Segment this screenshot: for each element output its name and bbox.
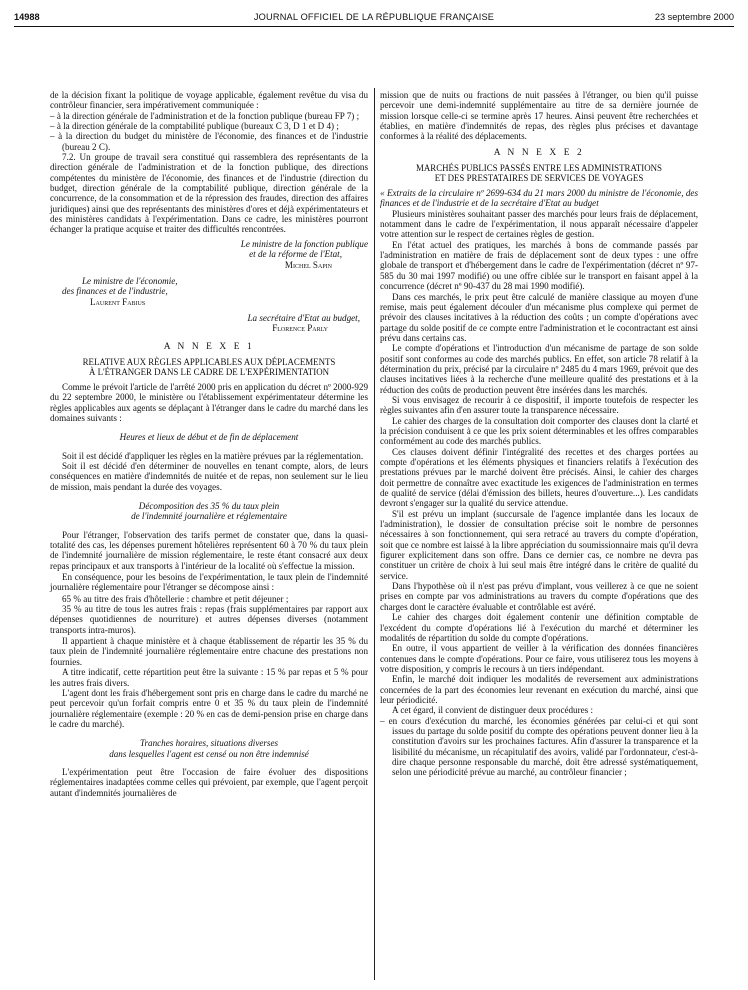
journal-title: JOURNAL OFFICIEL DE LA RÉPUBLIQUE FRANÇAISE [253, 12, 495, 22]
paragraph: En outre, il vous appartient de veiller à la vérification des données financières contenues dans le compte d'opérations. Pour ce faire, vous utiliserez tous les moyens à votre disposition, y compris le recours à un tiers indépendant. [380, 643, 698, 674]
paragraph: Le compte d'opérations et l'introduction d'un mécanisme de partage de son solde positif sont conformes au code des marchés publics. En effet, son article 78 relatif à la détermination du prix, précisé par la circulaire nº 2485 du 4 mars 1969, prévoit que des clauses incitatives liées à la recherche d'une meilleure qualité des prestations et à la réduction des coûts de production peuvent être insérées dans les marchés. [380, 343, 698, 395]
paragraph: S'il est prévu un implant (succursale de l'agence implantée dans les locaux de l'administration), le dossier de consultation précise soit le nombre de personnes nécessaires à son fonctionnement, qui sera retracé au travers du compte d'opération, soit que ce nombre est laissé à la libre appréciation du soumissionnaire mais qu'il devra figurer explicitement dans son offre. Dans ce dernier cas, ce nombre ne devra pas constituer un critère de choix à lui seul mais être intégré dans le critère de qualité du service. [380, 508, 698, 581]
subheading: Tranches horaires, situations diverses dans lesquelles l'agent est censé ou non être indemnisé [109, 738, 309, 759]
paragraph: En conséquence, pour les besoins de l'expérimentation, le taux plein de l'indemnité journalière réglementaire pour l'étranger se décompose ainsi : [50, 572, 368, 593]
subheading: Décomposition des 35 % du taux plein de l'indemnité journalière et réglementaire [131, 501, 287, 522]
list-item: – en cours d'exécution du marché, les économies générées par celui-ci et qui sont issues du partage du solde positif du compte des opérations peuvent donner lieu à la constitution d'avoirs sur les prochaines factures. Afin d'assurer la transparence et la lisibilité du mécanisme, un récapitulatif des avoirs, validé par l'ordonnateur, c'est-à-dire chaque personne responsable du marché, doit être adressé systématiquement, selon une périodicité prévue au marché, au contrôleur financier ; [380, 715, 698, 778]
page-header [14, 12, 734, 26]
paragraph: Si vous envisagez de recourir à ce dispositif, il importe toutefois de respecter les règles suivantes afin d'en assurer toute la transparence nécessaire. [380, 394, 698, 416]
paragraph: L'expérimentation peut être l'occasion de faire évoluer des dispositions réglementaires inadaptées comme celles qui prévoient, par exemple, que l'agent perçoit autant d'indemnités journalières de [50, 766, 368, 798]
paragraph: L'agent dont les frais d'hébergement sont pris en charge dans le cadre du marché ne peut percevoir qu'un forfait compris entre 0 et 35 % du taux plein de l'indemnité journalière réglementaire (exemple : 20 % en cas de demi-pension prise en charge dans le cadre du marché). [50, 687, 368, 729]
annexe-2-heading: A N N E X E 2 [493, 147, 585, 158]
annexe-1-heading: A N N E X E 1 [163, 341, 255, 352]
right-column [380, 90, 698, 778]
list-item: – à la direction du budget du ministère de l'économie, des finances et de l'industrie (bureau 2 C). [50, 131, 368, 152]
left-column [50, 90, 368, 798]
annexe-2-title: MARCHÉS PUBLICS PASSÉS ENTRE LES ADMINISTRATIONS ET DES PRESTATAIRES DE SERVICES DE VOYAGES [416, 163, 662, 184]
signature-title: Le ministre de la fonction publique [240, 238, 368, 249]
paragraph: Comme le prévoit l'article de l'arrêté 2000 pris en application du décret nº 2000-929 du 22 septembre 2000, le ministère ou l'établissement expérimentateur détermine les règles applicables aux agents se déplaçant à l'étranger dans le cadre du marché dans les domaines suivants : [50, 381, 368, 423]
paragraph: Pour l'étranger, l'observation des tarifs permet de constater que, dans la quasi-totalité des cas, les dépenses purement hôtelières représentent 60 à 70 % du taux plein de l'indemnité journalière de mission réglementaire, le reste étant consacré aux deux repas principaux et aux transports à l'intérieur de la localité où s'effectue la mission. [50, 529, 368, 571]
paragraph: de la décision fixant la politique de voyage applicable, également revêtue du visa du contrôleur financier, sera impérativement communiquée : [50, 90, 368, 111]
list-item: – à la direction générale de l'administration et de la fonction publique (bureau FP 7) ; [50, 110, 360, 121]
signature-title: La secrétaire d'Etat au budget, [247, 312, 360, 323]
paragraph: A cet égard, il convient de distinguer deux procédures : [392, 705, 594, 716]
signature-title: Le ministre de l'économie, [82, 275, 178, 286]
publication-date: 23 septembre 2000 [654, 12, 734, 22]
paragraph: mission que de nuits ou fractions de nuit passées à l'étranger, ou bien qu'il puisse percevoir une demi-indemnité supplémentaire au titre de sa dernière journée de mission lorsque celle-ci se termine après 17 heures. Ainsi peuvent être recherchées et établies, en matière d'indemnités de repas, des règles plus précises et davantage conformes à la réalité des déplacements. [380, 90, 698, 142]
annexe-1-title: RELATIVE AUX RÈGLES APPLICABLES AUX DÉPLACEMENTS À L'ÉTRANGER DANS LE CADRE DE L'EXPÉRIMENTATION [82, 356, 336, 377]
signatory-name: Michel Sapin [284, 259, 332, 270]
page-number: 14988 [14, 12, 40, 22]
paragraph: Enfin, le marché doit indiquer les modalités de reversement aux administrations concernées de la part des économies leur revenant en exécution du marché, ainsi que leur périodicité. [380, 674, 698, 705]
column-divider [374, 88, 375, 980]
signature-title: et de la réforme de l'Etat, [249, 249, 342, 260]
paragraph: Dans l'hypothèse où il n'est pas prévu d'implant, vous veillerez à ce que ne soient prises en compte par vos administrations au travers du compte d'opérations que des charges dont le caractère évaluable et contrôlable est avéré. [380, 581, 698, 612]
paragraph: Le cahier des charges de la consultation doit comporter des clauses dont la clarté et la précision conduisent à ce que les prix soient déterminables et les offres comparables conformément au code des marchés publics. [380, 415, 698, 447]
paragraph: A titre indicatif, cette répartition peut être la suivante : 15 % par repas et 5 % pour les autres frais divers. [50, 667, 368, 688]
signatory-name: Florence Parly [272, 323, 328, 334]
header-rule [14, 26, 734, 27]
paragraph: En l'état actuel des pratiques, les marchés à bons de commande passés par l'administration en matière de frais de déplacement sont de deux types : une offre globale de transport et d'hébergement dans le cadre de l'expérimentation (décret nº 97-585 du 30 mai 1997 modifié) ou une offre ciblée sur le transport en faisant appel à la concurrence (décret nº 90-437 du 28 mai 1990 modifié). [380, 239, 698, 292]
subheading: Heures et lieux de début et de fin de déplacement [119, 432, 299, 443]
paragraph: Ces clauses doivent définir l'intégralité des recettes et des charges portées au compte d'opérations et les éléments physiques et financiers relatifs à l'exécution des prestations prévues par le marché doivent être précisés. Ainsi, le cahier des charges doit permettre de connaître avec exactitude les exigences de l'administration en termes de qualité de service (délai d'émission des billets, heures d'ouverture...). Les candidats devront s'engager sur la qualité du service attendue. [380, 446, 698, 509]
paragraph: Soit il est décidé d'appliquer les règles en la matière prévues par la réglementation. [62, 450, 364, 461]
signatory-name: Laurent Fabius [90, 296, 146, 307]
paragraph: 65 % au titre des frais d'hôtellerie : chambre et petit déjeuner ; [62, 593, 289, 604]
paragraph: 7.2. Un groupe de travail sera constitué qui rassemblera des représentants de la direction générale de l'administration et de la fonction publique, des directions compétentes du ministère de l'économie, des finances et de l'industrie (direction du budget, direction générale de la comptabilité publique, direction générale de la concurrence, de la consommation et de la répression des fraudes, direction des affaires juridiques) ainsi que des représentants des ministères d'ores et déjà expérimentateurs et des ministères candidats à l'expérimentation. Dans ce cadre, les ministères pourront échanger la pratique acquise et traiter des difficultés rencontrées. [50, 152, 368, 235]
paragraph: Dans ces marchés, le prix peut être calculé de manière classique au moyen d'une remise, mais peut également découler d'un mécanisme plus complexe qui permet de prévoir des clauses incitatives à la réduction des coûts ; un compte d'opérations avec partage du solde positif de ce compte entre l'administration et le cocontractant est ainsi prévu dans certains cas. [380, 291, 698, 343]
paragraph: Soit il est décidé d'en déterminer de nouvelles en tenant compte, alors, de leurs conséquences en matière d'indemnités de nuitée et de repas, non seulement sur le lieu de mission, mais pendant la durée des voyages. [50, 460, 368, 492]
paragraph: Il appartient à chaque ministère et à chaque établissement de répartir les 35 % du taux plein de l'indemnité journalière réglementaire entre chacune des prestations non fournies. [50, 636, 368, 667]
list-item: – à la direction générale de la comptabilité publique (bureaux C 3, D 1 et D 4) ; [50, 121, 339, 132]
circular-extract-heading: « Extraits de la circulaire nº 2699-634 du 21 mars 2000 du ministre de l'économie, des finances et de l'industrie et de la secrétaire d'Etat au budget [380, 188, 698, 209]
paragraph: 35 % au titre de tous les autres frais : repas (frais supplémentaires par rapport aux dépenses quotidiennes de nourriture) et autres dépenses diverses (notamment transports intra-muros). [50, 604, 368, 635]
paragraph: Le cahier des charges doit également contenir une définition comptable de l'excédent du compte d'opérations lié à l'exécution du marché et déterminer les modalités de répartition du solde du compte d'opérations. [380, 612, 698, 643]
signature-title: des finances et de l'industrie, [62, 286, 168, 297]
paragraph: Plusieurs ministères souhaitant passer des marchés pour leurs frais de déplacement, notamment dans le cadre de l'expérimentation, il nous apparaît nécessaire d'appeler votre attention sur le respect de certaines règles de gestion. [380, 208, 698, 240]
